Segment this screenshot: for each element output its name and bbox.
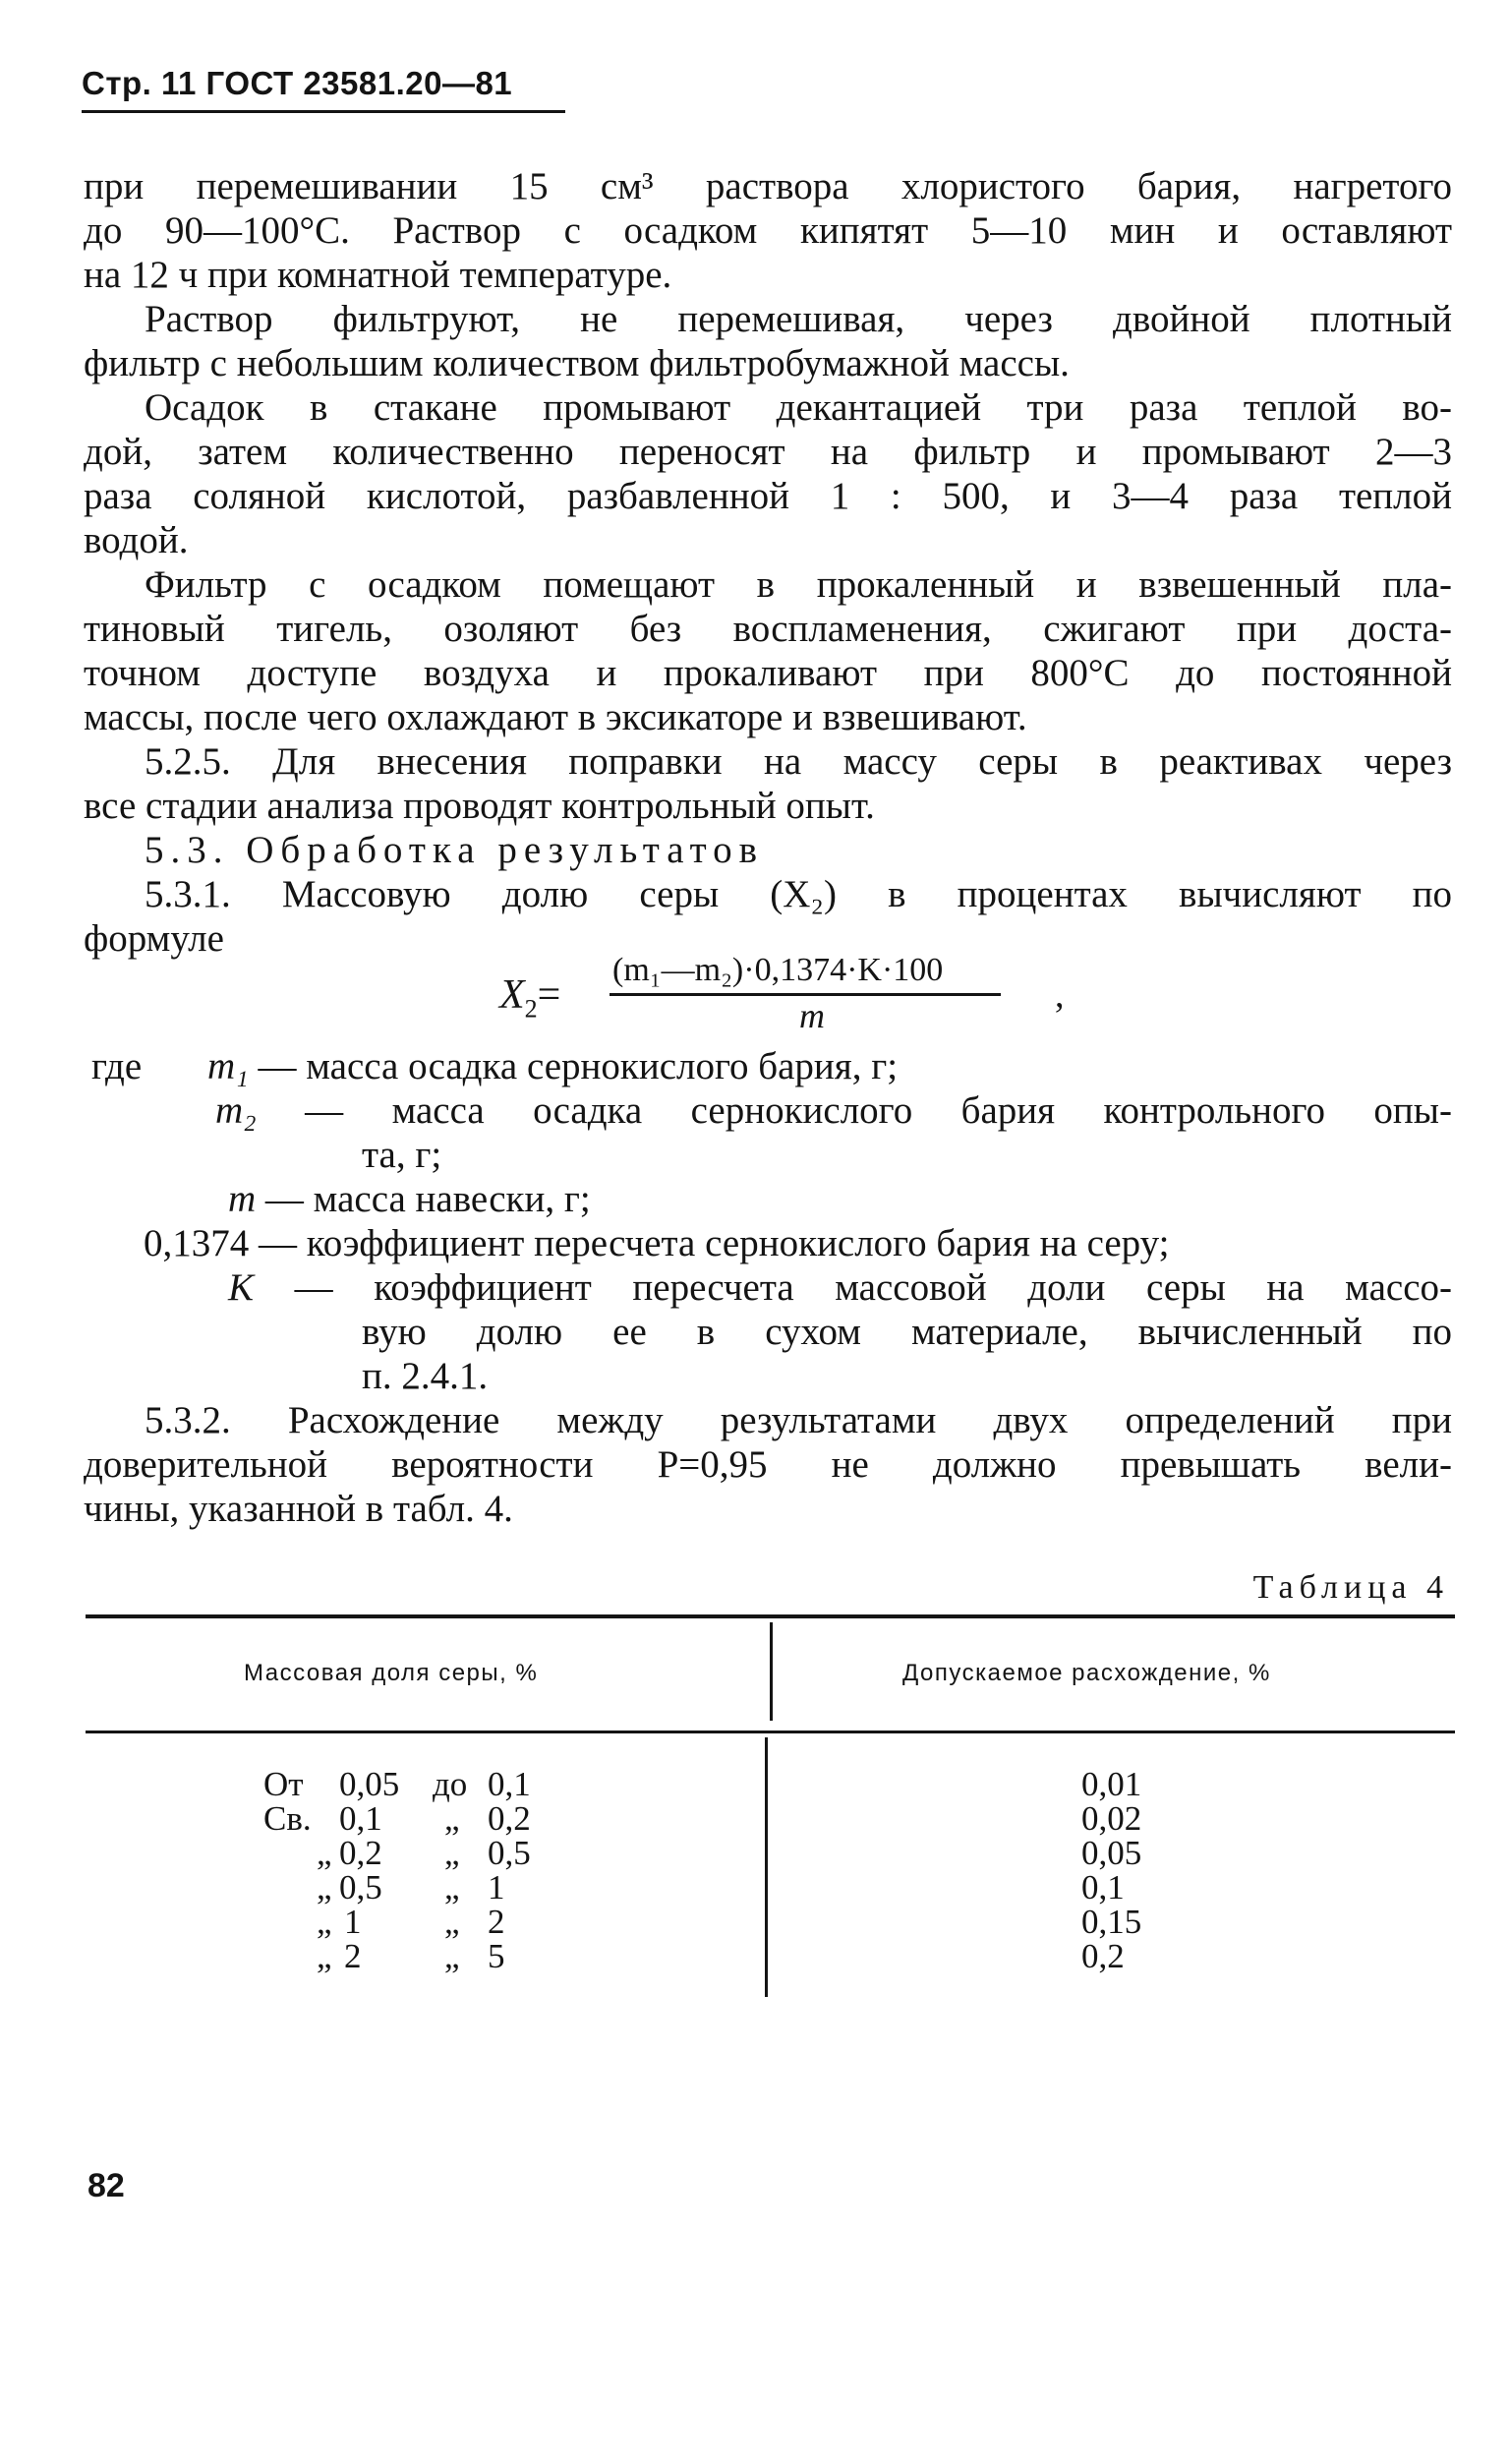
table-header-divider: [770, 1622, 773, 1721]
row-value: 0,02: [1081, 1799, 1142, 1838]
text-line: точном доступе воздуха и прокаливают при 800°С до постоянной: [84, 652, 1452, 694]
row-sep: „: [444, 1937, 460, 1975]
row-from: 0,2: [339, 1834, 382, 1872]
text-line: 5.2.5. Для внесения поправки на массу серы в реактивах через: [145, 740, 1452, 783]
table-top-rule: [86, 1614, 1455, 1618]
row-value: 0,2: [1081, 1937, 1125, 1975]
text-line: все стадии анализа проводят контрольный опыт.: [84, 785, 875, 827]
row-value: 0,01: [1081, 1765, 1142, 1803]
text-line: Фильтр с осадком помещают в прокаленный и взвешенный пла-: [145, 563, 1452, 606]
legend-k-cont: вую долю ее в сухом материале, вычисленный по: [362, 1311, 1452, 1353]
text-line: раза соляной кислотой, разбавленной 1 : 500, и 3—4 раза теплой: [84, 475, 1452, 517]
formula-lhs: $X_2=$: [499, 972, 561, 1024]
row-prefix: „: [317, 1868, 332, 1907]
legend-m: m — масса навески, г;: [228, 1178, 591, 1220]
row-prefix: „: [317, 1903, 332, 1941]
text-line: чины, указанной в табл. 4.: [84, 1488, 513, 1530]
row-from: 0,5: [339, 1868, 382, 1907]
table-header-sulfur: Массовая доля серы, %: [244, 1660, 539, 1686]
table-caption: Таблица 4: [1252, 1569, 1449, 1606]
row-to: 0,5: [488, 1834, 531, 1872]
text-line: 5.3.1. Массовую долю серы (X₂) в процентах вычисляют по: [145, 873, 1452, 915]
text-line: Осадок в стакане промывают декантацией три раза теплой во-: [145, 386, 1452, 429]
table-body-divider: [765, 1737, 768, 1997]
legend-m1: m₁ — масса осадка сернокислого бария, г;: [207, 1045, 899, 1087]
row-prefix: „: [317, 1937, 332, 1975]
table-header-rule: [86, 1731, 1455, 1733]
text-line: Раствор фильтруют, не перемешивая, через двойной плотный: [145, 298, 1452, 340]
row-to: 0,2: [488, 1799, 531, 1838]
page-number: 82: [87, 2167, 125, 2204]
table-header-deviation: Допускаемое расхождение, %: [902, 1660, 1271, 1686]
page-header: Стр. 11 ГОСТ 23581.20—81: [82, 65, 513, 101]
text-line: доверительной вероятности P=0,95 не должно превышать вели-: [84, 1443, 1452, 1486]
legend-m2-cont: та, г;: [362, 1134, 442, 1176]
text-line: до 90—100°С. Раствор с осадком кипятят 5—10 мин и оставляют: [84, 209, 1452, 252]
text-line: фильтр с небольшим количеством фильтробумажной массы.: [84, 342, 1070, 384]
formula-denominator: m: [799, 996, 825, 1035]
row-sep: до: [433, 1765, 468, 1803]
formula-numerator: (m₁—m₂)·0,1374·K·100: [612, 952, 944, 988]
text-line: на 12 ч при комнатной температуре.: [84, 254, 672, 296]
row-from: 0,05: [339, 1765, 400, 1803]
text-line: водой.: [84, 519, 189, 561]
row-prefix: От: [263, 1765, 304, 1803]
row-to: 2: [488, 1903, 505, 1941]
legend-where: где: [91, 1045, 143, 1087]
text-line: 5.3.2. Расхождение между результатами двух определений при: [145, 1399, 1452, 1441]
row-from: 1: [344, 1903, 362, 1941]
text-line: тиновый тигель, озоляют без воспламенения, сжигают при доста-: [84, 608, 1452, 650]
header-rule: [82, 110, 565, 113]
legend-k: K — коэффициент пересчета массовой доли серы на массо-: [228, 1266, 1453, 1309]
row-value: 0,05: [1081, 1834, 1142, 1872]
legend-m2: m₂ — масса осадка сернокислого бария контрольного опы-: [215, 1089, 1452, 1132]
row-value: 0,15: [1081, 1903, 1142, 1941]
row-to: 5: [488, 1937, 505, 1975]
text-line: при перемешивании 15 см³ раствора хлористого бария, нагретого: [84, 165, 1452, 207]
row-prefix: „: [317, 1834, 332, 1872]
row-to: 1: [488, 1868, 505, 1907]
formula-comma: ,: [1055, 974, 1065, 1016]
legend-coef: 0,1374 — коэффициент пересчета сернокислого бария на серу;: [144, 1222, 1170, 1264]
row-value: 0,1: [1081, 1868, 1125, 1907]
row-sep: „: [444, 1799, 460, 1838]
row-sep: „: [444, 1868, 460, 1907]
text-line: формуле: [84, 917, 224, 960]
row-sep: „: [444, 1834, 460, 1872]
row-sep: „: [444, 1903, 460, 1941]
legend-k-cont: п. 2.4.1.: [362, 1355, 489, 1397]
text-line: массы, после чего охлаждают в эксикаторе и взвешивают.: [84, 696, 1027, 738]
row-from: 2: [344, 1937, 362, 1975]
row-prefix: Св.: [263, 1799, 312, 1838]
row-from: 0,1: [339, 1799, 382, 1838]
row-to: 0,1: [488, 1765, 531, 1803]
section-heading: 5.3. Обработка результатов: [145, 829, 765, 871]
text-line: дой, затем количественно переносят на фильтр и промывают 2—3: [84, 431, 1452, 473]
